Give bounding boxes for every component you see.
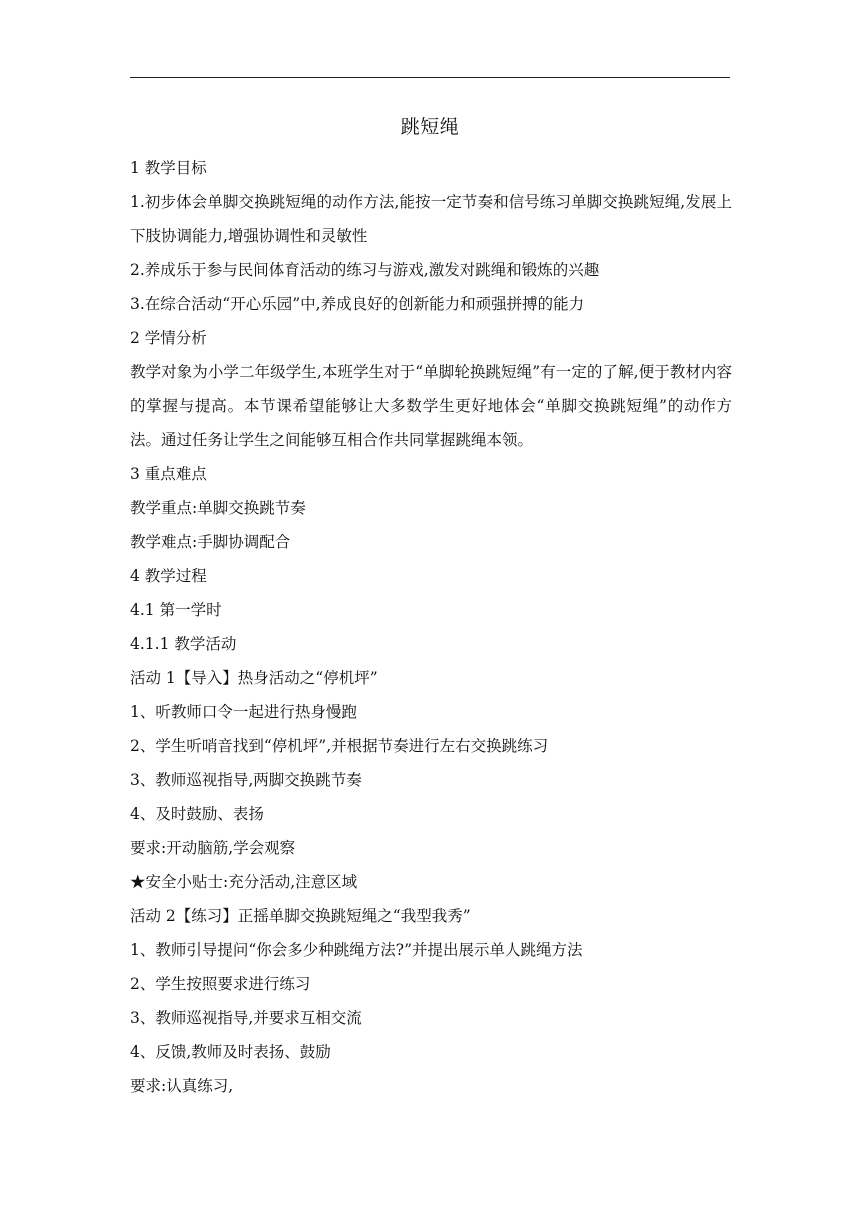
section-heading-analysis: 2 学情分析 (130, 329, 207, 347)
section-heading-process: 4 教学过程 (130, 567, 207, 585)
activity-1-step: 1、听教师口令一起进行热身慢跑 (130, 703, 357, 721)
activity-2-step: 1、教师引导提问“你会多少种跳绳方法?”并提出展示单人跳绳方法 (130, 941, 583, 959)
activities-heading: 4.1.1 教学活动 (130, 635, 237, 653)
activity-2-step: 3、教师巡视指导,并要求互相交流 (130, 1009, 362, 1027)
document-body (130, 151, 732, 1103)
activity-2-step: 2、学生按照要求进行练习 (130, 975, 311, 993)
safety-tip: ★安全小贴士:充分活动,注意区域 (130, 873, 358, 891)
section-heading-keypoints: 3 重点难点 (130, 465, 207, 483)
goal-item-2: 2.养成乐于参与民间体育活动的练习与游戏,激发对跳绳和锻炼的兴趣 (130, 261, 600, 279)
header-rule (130, 77, 730, 78)
activity-1-step: 4、及时鼓励、表扬 (130, 805, 264, 823)
activity-2-title: 活动 2【练习】正摇单脚交换跳短绳之“我型我秀” (130, 907, 471, 925)
document-title: 跳短绳 (400, 116, 460, 138)
activity-2-step: 4、反馈,教师及时表扬、鼓励 (130, 1043, 331, 1061)
activity-1-requirement: 要求:开动脑筋,学会观察 (130, 839, 296, 857)
analysis-paragraph: 教学对象为小学二年级学生,本班学生对于“单脚轮换跳短绳”有一定的了解,便于教材内容的掌握与提高。本节课希望能够让大多数学生更好地体会“单脚交换跳短绳”的动作方法。通过任务让学生之间能够互相合作共同掌握跳绳本领。 (130, 363, 732, 449)
teaching-difficulty: 教学难点:手脚协调配合 (130, 533, 291, 551)
goal-item-1: 1.初步体会单脚交换跳短绳的动作方法,能按一定节奏和信号练习单脚交换跳短绳,发展上下肢协调能力,增强协调性和灵敏性 (130, 193, 732, 245)
activity-2-requirement: 要求:认真练习, (130, 1077, 234, 1095)
goal-item-3: 3.在综合活动“开心乐园”中,养成良好的创新能力和顽强拼搏的能力 (130, 295, 585, 313)
activity-1-step: 3、教师巡视指导,两脚交换跳节奏 (130, 771, 362, 789)
activity-1-title: 活动 1【导入】热身活动之“停机坪” (130, 669, 378, 687)
activity-1-step: 2、学生听哨音找到“停机坪”,并根据节奏进行左右交换跳练习 (130, 737, 549, 755)
teaching-focus: 教学重点:单脚交换跳节奏 (130, 499, 306, 517)
lesson-heading: 4.1 第一学时 (130, 601, 222, 619)
section-heading-goals: 1 教学目标 (130, 159, 207, 177)
